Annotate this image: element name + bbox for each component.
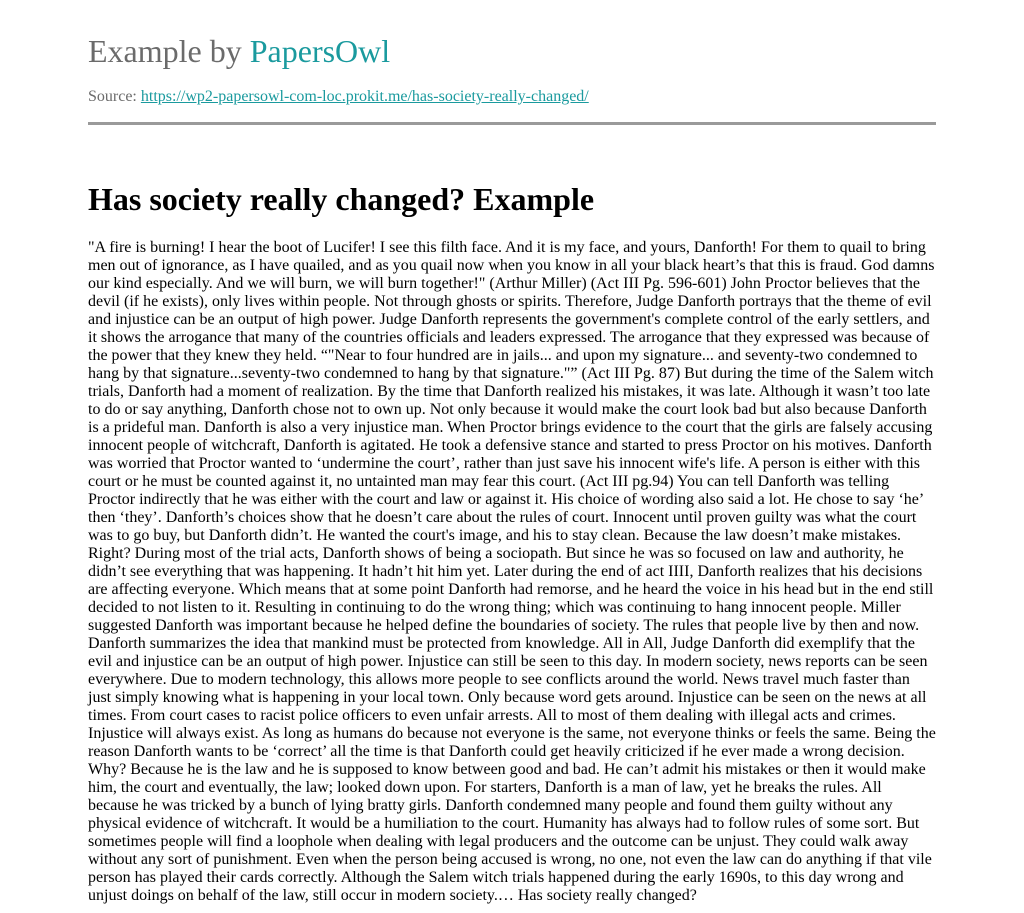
- page-title: Has society really changed? Example: [88, 181, 595, 217]
- brand-header: [88, 31, 390, 71]
- brand-name: PapersOwl: [249, 33, 391, 69]
- article-body: "A fire is burning! I hear the boot of Lucifer! I see this filth face. And it is my face, and yours, Danforth! For them to quail to bring men out of ignorance, as I have quailed, and as you quail now when you know in all your black heart’s that this is fraud. God damns our kind especially. And we will burn, we will burn together!" (Arthur Miller) (Act III Pg. 596-601) John Proctor believes that the devil (if he exists), only lives within people. Not through ghosts or spirits. Therefore, Judge Danforth portrays that the theme of evil and injustice can be an output of high power. Judge Danforth represents the government's complete control of the early settlers, and it shows the arrogance that many of the countries officials and leaders expressed. The arrogance that they expressed was because of the power that they knew they held. “"Near to four hundred are in jails... and upon my signature... and seventy-two condemned to hang by that signature...seventy-two condemned to hang by that signature."” (Act III Pg. 87) But during the time of the Salem witch trials, Danforth had a moment of realization. By the time that Danforth realized his mistakes, it was late. Although it wasn’t too late to do or say anything, Danforth chose not to own up. Not only because it would make the court look bad but also because Danforth is a prideful man. Danforth is also a very injustice man. When Proctor brings evidence to the court that the girls are falsely accusing innocent people of witchcraft, Danforth is agitated. He took a defensive stance and started to press Proctor on his motives. Danforth was worried that Proctor wanted to ‘undermine the court’, rather than just save his innocent wife's life. A person is either with this court or he must be counted against it, no untainted man may fear this court. (Act III pg.94) You can tell Danforth was telling Proctor indirectly that he was either with the court and law or against it. His choice of wording also said a lot. He chose to say ‘he’ then ‘they’. Danforth’s choices show that he doesn’t care about the rules of court. Innocent until proven guilty was what the court was to go buy, but Danforth didn’t. He wanted the court's image, and his to stay clean. Because the law doesn’t make mistakes. Right? During most of the trial acts, Danforth shows of being a sociopath. But since he was so focused on law and authority, he didn’t see everything that was happening. It hadn’t hit him yet. Later during the end of act IIII, Danforth realizes that his decisions are affecting everyone. Which means that at some point Danforth had remorse, and he heard the voice in his head but in the end still decided to not listen to it. Resulting in continuing to do the wrong thing; which was continuing to hang innocent people. Miller suggested Danforth was important because he helped define the boundaries of society. The rules that people live by then and now. Danforth summarizes the idea that mankind must be protected from knowledge. All in All, Judge Danforth did exemplify that the evil and injustice can be an output of high power. Injustice can still be seen to this day. In modern society, news reports can be seen everywhere. Due to modern technology, this allows more people to see conflicts around the world. News travel much faster than just simply knowing what is happening in your local town. Only because word gets around. Injustice can be seen on the news at all times. From court cases to racist police officers to even unfair arrests. All to most of them dealing with illegal acts and crimes. Injustice will always exist. As long as humans do because not everyone is the same, not everyone thinks or feels the same. Being the reason Danforth wants to be ‘correct’ all the time is that Danforth could get heavily criticized if he ever made a wrong decision. Why? Because he is the law and he is supposed to know between good and bad. He can’t admit his mistakes or then it would make him, the court and eventually, the law; looked down upon. For starters, Danforth is a man of law, yet he breaks the rules. All because he was tricked by a bunch of lying bratty girls. Danforth condemned many people and found them guilty without any physical evidence of witchcraft. It would be a humiliation to the court. Humanity has always had to follow rules of some sort. But sometimes people will find a loophole when dealing with legal producers and the outcome can be unjust. They could walk away without any sort of punishment. Even when the person being accused is wrong, no one, not even the law can do anything if that vile person has played their cards correctly. Although the Salem witch trials happened during the early 1690s, to this day wrong and unjust doings on behalf of the law, still occur in modern society.… Has society really changed?: [88, 239, 936, 904]
- source-line: [88, 87, 589, 107]
- brand-prefix: Example by: [88, 33, 250, 69]
- source-link[interactable]: https://wp2-papersowl-com-loc.prokit.me/has-society-really-changed/: [140, 88, 589, 105]
- header-divider: [88, 122, 936, 125]
- source-label: Source:: [88, 88, 141, 105]
